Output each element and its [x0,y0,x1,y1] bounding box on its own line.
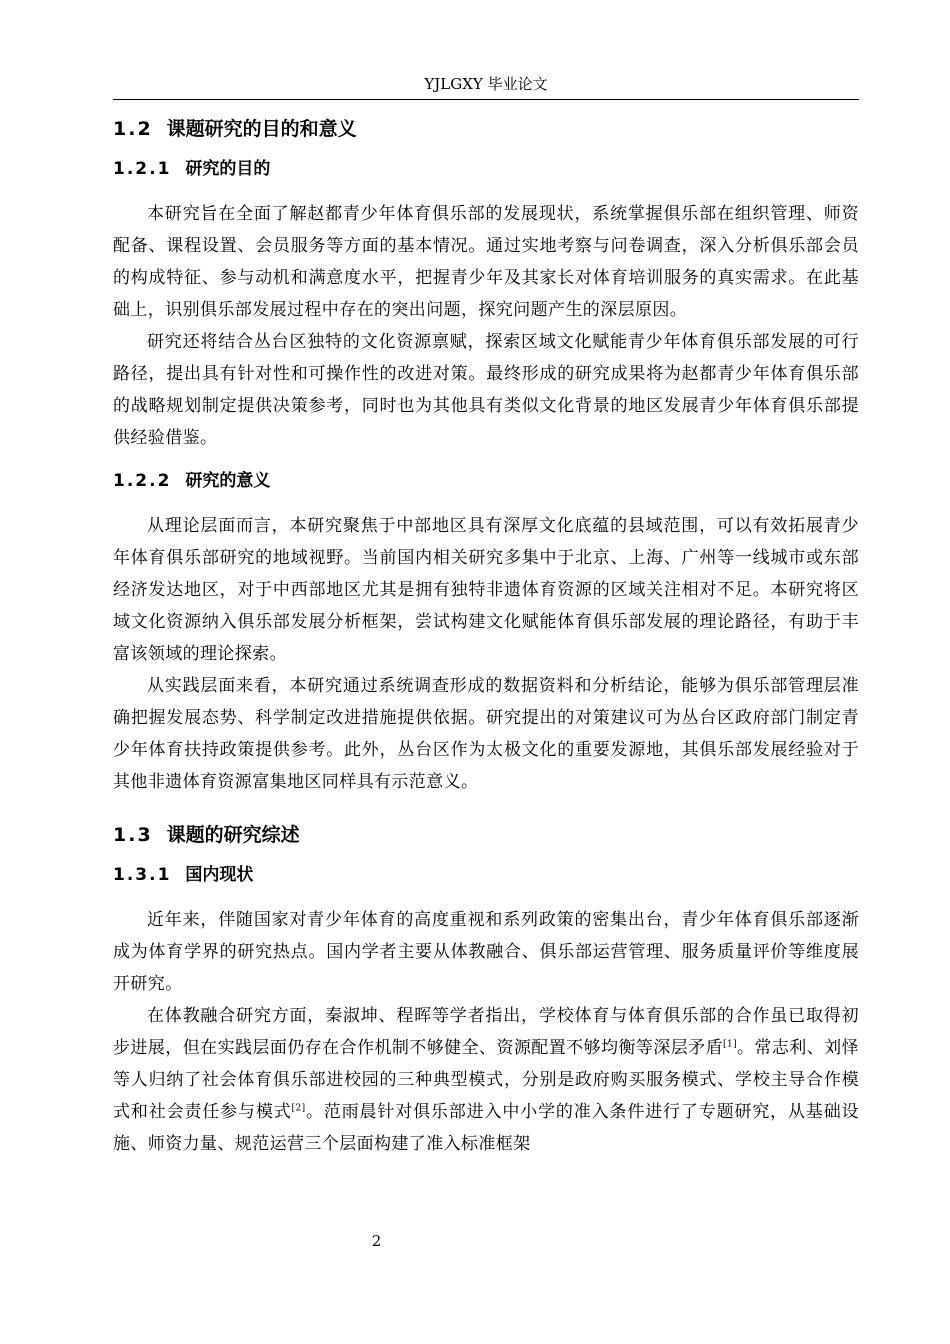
running-header: YJLGXY 毕业论文 [424,75,548,93]
paragraph-text: 。常志利、刘怿等人归纳了社会体育俱乐部进校园的三种典型模式，分别是政府购买服务模式、学校主导合作模式和社会责任参与模式 [113,1038,859,1122]
subsection-title: 国内现状 [185,865,254,885]
section-number: 1.3 [113,824,153,846]
citation-ref[interactable]: [2] [291,1103,306,1114]
section-heading-1-2 [113,114,859,154]
paragraph: 本研究旨在全面了解赵都青少年体育俱乐部的发展现状，系统掌握俱乐部在组织管理、师资配备、课程设置、会员服务等方面的基本情况。通过实地考察与问卷调查，深入分析俱乐部会员的构成特征、参与动机和满意度水平，把握青少年及其家长对体育培训服务的真实需求。在此基础上，识别俱乐部发展过程中存在的突出问题，探究问题产生的深层原因。 [113,204,859,320]
subsection-number: 1.2.2 [113,471,172,491]
subsection-title: 研究的意义 [185,471,271,491]
paragraph: 研究还将结合丛台区独特的文化资源禀赋，探索区域文化赋能青少年体育俱乐部发展的可行路径，提出具有针对性和可操作性的改进对策。最终形成的研究成果将为赵都青少年体育俱乐部的战略规划制定提供决策参考，同时也为其他具有类似文化背景的地区发展青少年体育俱乐部提供经验借鉴。 [113,332,859,448]
paragraph: 从理论层面而言，本研究聚焦于中部地区具有深厚文化底蕴的县域范围，可以有效拓展青少年体育俱乐部研究的地域视野。当前国内相关研究多集中于北京、上海、广州等一线城市或东部经济发达地区，对于中西部地区尤其是拥有独特非遗体育资源的区域关注相对不足。本研究将区域文化资源纳入俱乐部发展分析框架，尝试构建文化赋能体育俱乐部发展的理论路径，有助于丰富该领域的理论探索。 [113,516,859,664]
section-title: 课题的研究综述 [166,824,300,846]
paragraph: 近年来，伴随国家对青少年体育的高度重视和系列政策的密集出台，青少年体育俱乐部逐渐成为体育学界的研究热点。国内学者主要从体教融合、俱乐部运营管理、服务质量评价等维度展开研究。 [113,910,859,994]
section-title: 课题研究的目的和意义 [166,118,357,140]
subsection-number: 1.2.1 [113,159,172,179]
section-number: 1.2 [113,118,153,140]
document-body [113,114,859,1160]
paragraph-text: 。范雨晨针对俱乐部进入中小学的准入条件进行了专题研究，从基础设施、师资力量、规范运营三个层面构建了准入标准框架 [113,1102,859,1154]
paragraph-text: 在体教融合研究方面，秦淑坤、程晖等学者指出，学校体育与体育俱乐部的合作虽已取得初步进展，但在实践层面仍存在合作机制不够健全、资源配置不够均衡等深层矛盾 [113,1006,859,1058]
subsection-heading-1-2-1 [113,154,859,198]
subsection-heading-1-2-2 [113,466,859,510]
header-rule [113,99,859,100]
paragraph: 从实践层面来看，本研究通过系统调查形成的数据资料和分析结论，能够为俱乐部管理层准确把握发展态势、科学制定改进措施提供依据。研究提出的对策建议可为丛台区政府部门制定青少年体育扶持政策提供参考。此外，丛台区作为太极文化的重要发源地，其俱乐部发展经验对于其他非遗体育资源富集地区同样具有示范意义。 [113,676,859,792]
page-number: 2 [371,1232,382,1250]
citation-ref[interactable]: [1] [723,1039,737,1050]
paragraph [113,1000,859,1160]
subsection-heading-1-3-1 [113,860,859,904]
subsection-number: 1.3.1 [113,865,172,885]
subsection-title: 研究的目的 [185,159,271,179]
section-heading-1-3 [113,820,859,860]
